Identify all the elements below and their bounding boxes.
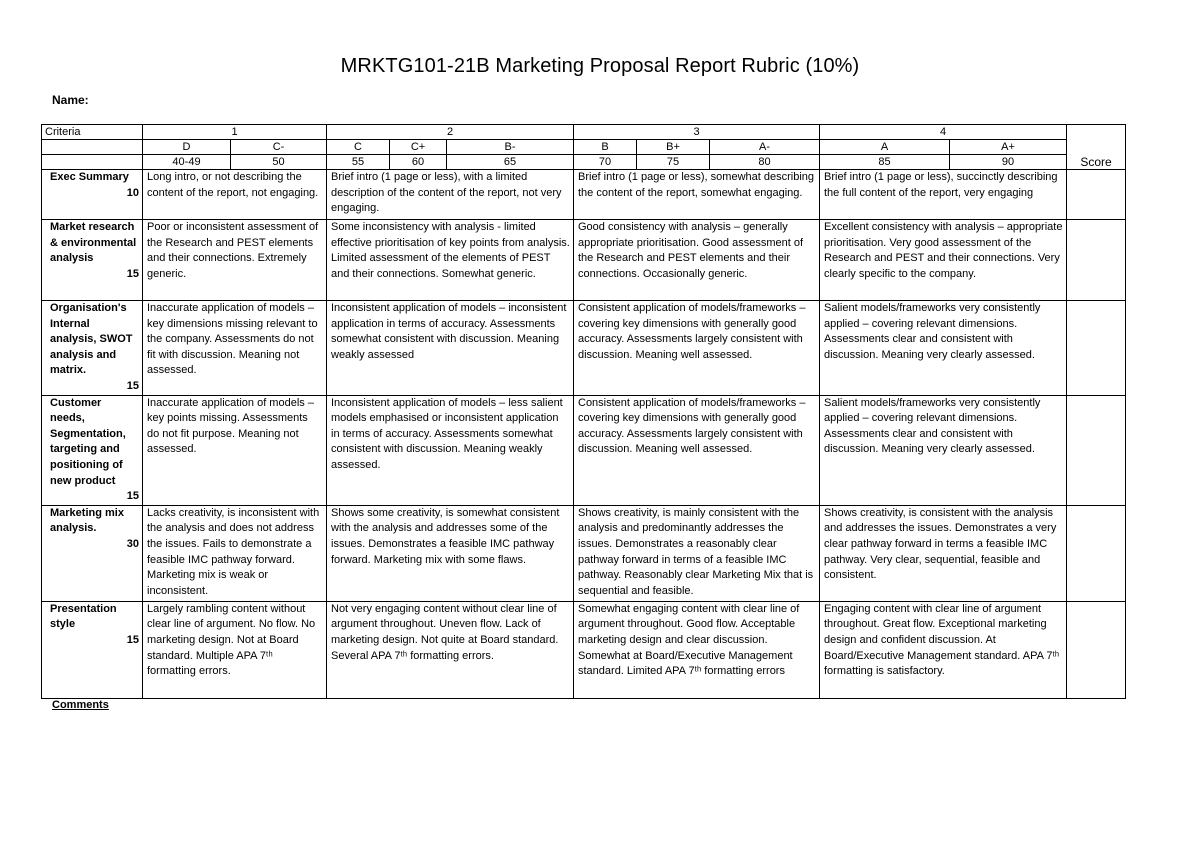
band-3-header: 3 [574,125,820,140]
criterion-name: Organisation's Internal analysis, SWOT analysis and matrix. [50,302,133,377]
mark-cell: 90 [950,155,1067,170]
grade-cell: B- [447,140,574,155]
criterion-weight: 10 [126,186,139,199]
criterion-cell [42,220,143,301]
criterion-name: Market research & environmental analysis [50,221,137,265]
criterion-weight: 15 [126,379,139,392]
criterion-cell [42,601,143,698]
grade-cell: B+ [637,140,710,155]
blank-cell [42,155,143,170]
mark-cell: 80 [710,155,820,170]
grade-cell: A+ [950,140,1067,155]
criterion-row-presentation-style [42,601,1126,698]
blank-cell [42,140,143,155]
criterion-weight: 30 [126,537,139,550]
band-2-header: 2 [327,125,574,140]
band-1-header: 1 [143,125,327,140]
mark-cell: 65 [447,155,574,170]
criterion-weight: 15 [126,490,139,503]
band-1-description: Inaccurate application of models – key points missing. Assessments do not fit purpose. Meaning not assessed. [143,395,327,505]
criterion-row-exec-summary [42,170,1126,220]
criterion-name: Presentation style [50,602,117,631]
score-cell[interactable] [1067,170,1126,220]
header-row-bands [42,125,1126,140]
band-3-description: Somewhat engaging content with clear line of argument throughout. Good flow. Acceptable marketing design and clear discussion. Somewhat at Board/Executive Management standard. Limited APA 7ᵗʰ formatting errors [574,601,820,698]
grade-cell: C [327,140,390,155]
criterion-weight: 15 [126,633,139,646]
criterion-name: Marketing mix analysis. [50,506,124,535]
band-4-description: Salient models/frameworks very consistently applied – covering relevant dimensions. Assessments clear and consistent with discussion. Meaning very clearly assessed. [820,395,1067,505]
grade-cell: A [820,140,950,155]
score-cell[interactable] [1067,601,1126,698]
band-2-description: Inconsistent application of models – inconsistent application in terms of accuracy. Assessments somewhat consistent with discussion. Meaning weakly assessed [327,301,574,396]
band-4-description: Salient models/frameworks very consistently applied – covering relevant dimensions. Assessments clear and consistent with discussion. Meaning very clearly assessed. [820,301,1067,396]
band-2-description: Shows some creativity, is somewhat consistent with the analysis and addresses some of the issues. Demonstrates a feasible IMC pathway forward. Marketing mix with some flaws. [327,505,574,601]
rubric-table [41,124,1126,699]
band-1-description: Inaccurate application of models – key dimensions missing relevant to the company. Assessments do not fit with discussion. Meaning not assessed. [143,301,327,396]
score-cell[interactable] [1067,301,1126,396]
band-3-description: Good consistency with analysis – generally appropriate prioritisation. Good assessment of the Research and PEST elements and their connections. Occasionally generic. [574,220,820,301]
band-3-description: Consistent application of models/frameworks – covering key dimensions with generally good accuracy. Assessments largely consistent with discussion. Meaning well assessed. [574,301,820,396]
mark-cell: 50 [231,155,327,170]
mark-cell: 75 [637,155,710,170]
band-1-description: Poor or inconsistent assessment of the Research and PEST elements and their connections. Extremely generic. [143,220,327,301]
mark-cell: 85 [820,155,950,170]
mark-cell: 40-49 [143,155,231,170]
score-cell[interactable] [1067,220,1126,301]
mark-cell: 55 [327,155,390,170]
score-cell[interactable] [1067,395,1126,505]
grade-cell: D [143,140,231,155]
criterion-row-marketing-mix [42,505,1126,601]
criterion-row-internal-analysis [42,301,1126,396]
band-4-description: Shows creativity, is consistent with the analysis and addresses the issues. Demonstrates a very clear pathway forward in terms a feasible IMC pathway. Very clear, sequential, feasible and consistent. [820,505,1067,601]
band-4-description: Engaging content with clear line of argument throughout. Great flow. Exceptional marketing design and confident discussion. At Board/Executive Management standard. APA 7ᵗʰ formatting is satisfactory. [820,601,1067,698]
band-2-description: Brief intro (1 page or less), with a limited description of the content of the report, not very engaging. [327,170,574,220]
header-row-grades [42,140,1126,155]
mark-cell: 70 [574,155,637,170]
criterion-weight: 15 [126,267,139,280]
criterion-name: Customer needs, Segmentation, targeting and positioning of new product [50,396,126,487]
band-4-description: Excellent consistency with analysis – appropriate prioritisation. Very good assessment of the Research and PEST and their connections. Very clearly specific to the company. [820,220,1067,301]
grade-cell: C+ [390,140,447,155]
score-header: Score [1067,125,1126,170]
name-label: Name: [52,93,89,107]
score-cell[interactable] [1067,505,1126,601]
criterion-cell [42,505,143,601]
header-row-marks [42,155,1126,170]
band-1-description: Long intro, or not describing the content of the report, not engaging. [143,170,327,220]
band-3-description: Brief intro (1 page or less), somewhat describing the content of the report, somewhat engaging. [574,170,820,220]
band-3-description: Consistent application of models/frameworks – covering key dimensions with generally good accuracy. Assessments largely consistent with discussion. Meaning well assessed. [574,395,820,505]
page-title: MRKTG101-21B Marketing Proposal Report Rubric (10%) [340,55,860,77]
criterion-cell [42,395,143,505]
band-2-description: Not very engaging content without clear line of argument throughout. Uneven flow. Lack of marketing design. Not quite at Board standard. Several APA 7ᵗʰ formatting errors. [327,601,574,698]
band-3-description: Shows creativity, is mainly consistent with the analysis and predominantly addresses the issues. Demonstrates a reasonably clear pathway forward in terms of a feasible IMC pathway. Reasonably clear Marketing Mix that is sequential and feasible. [574,505,820,601]
band-4-description: Brief intro (1 page or less), succinctly describing the full content of the report, very engaging [820,170,1067,220]
criterion-cell [42,170,143,220]
grade-cell: C- [231,140,327,155]
band-2-description: Inconsistent application of models – less salient models emphasised or inconsistent application in terms of accuracy. Assessments somewhat consistent with discussion. Meaning weakly assessed. [327,395,574,505]
grade-cell: A- [710,140,820,155]
mark-cell: 60 [390,155,447,170]
criterion-row-customer-needs [42,395,1126,505]
band-1-description: Largely rambling content without clear line of argument. No flow. No marketing design. Not at Board standard. Multiple APA 7ᵗʰ formatting errors. [143,601,327,698]
criterion-cell [42,301,143,396]
comments-label: Comments [52,699,109,711]
band-4-header: 4 [820,125,1067,140]
band-2-description: Some inconsistency with analysis - limited effective prioritisation of key points from analysis. Limited assessment of the elements of PEST and their connections. Somewhat generic. [327,220,574,301]
band-1-description: Lacks creativity, is inconsistent with the analysis and does not address the issues. Fails to demonstrate a feasible IMC pathway forward. Marketing mix is weak or inconsistent. [143,505,327,601]
criterion-row-market-research [42,220,1126,301]
criterion-name: Exec Summary [50,171,129,183]
criteria-header: Criteria [42,125,143,140]
grade-cell: B [574,140,637,155]
